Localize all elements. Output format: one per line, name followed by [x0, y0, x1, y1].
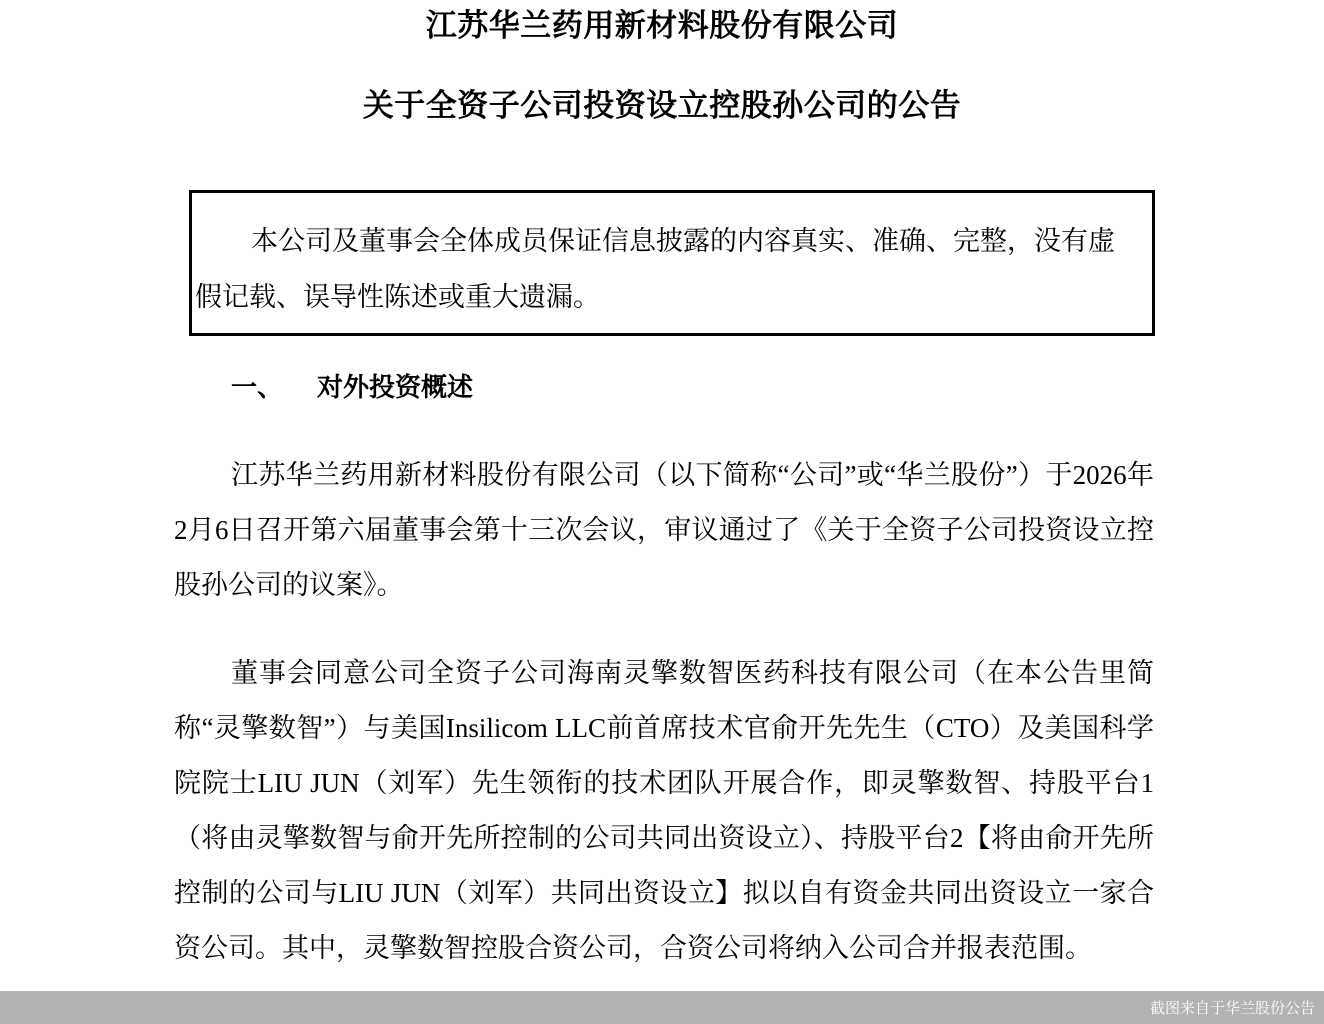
announcement-title: 关于全资子公司投资设立控股孙公司的公告 — [362, 88, 962, 124]
paragraph-joint-venture: 董事会同意公司全资子公司海南灵擎数智医药科技有限公司（在本公告里简称“灵擎数智”）与美国Insilicom LLC前首席技术官俞开先先生（CTO）及美国科学院院士LIU JUN（刘军）先生领衔的技术团队开展合作，即灵擎数智、持股平台1（将由灵擎数智与俞开先所控制的公司共同出资设立）、持股平台2【将由俞开先所控制的公司与LIU JUN（刘军）共同出资设立】拟以自有资金共同出资设立一家合资公司。其中，灵擎数智控股合资公司，合资公司将纳入公司合并报表范围。 — [174, 658, 1154, 963]
company-title: 江苏华兰药用新材料股份有限公司 — [425, 8, 899, 44]
section-number: 一、 — [231, 373, 284, 403]
disclosure-notice-box — [189, 190, 1155, 336]
paragraph-board-meeting: 江苏华兰药用新材料股份有限公司（以下简称“公司”或“华兰股份”）于2026年2月6日召开第六届董事会第十三次会议，审议通过了《关于全资子公司投资设立控股孙公司的议案》。 — [174, 460, 1154, 600]
source-caption: 截图来自于华兰股份公告 — [1149, 999, 1315, 1017]
disclosure-notice-text: 本公司及董事会全体成员保证信息披露的内容真实、准确、完整，没有虚假记载、误导性陈述或重大遗漏。 — [195, 226, 1115, 312]
source-caption-bar — [0, 991, 1324, 1024]
section-heading — [231, 368, 473, 408]
section-heading-text: 对外投资概述 — [317, 373, 474, 403]
